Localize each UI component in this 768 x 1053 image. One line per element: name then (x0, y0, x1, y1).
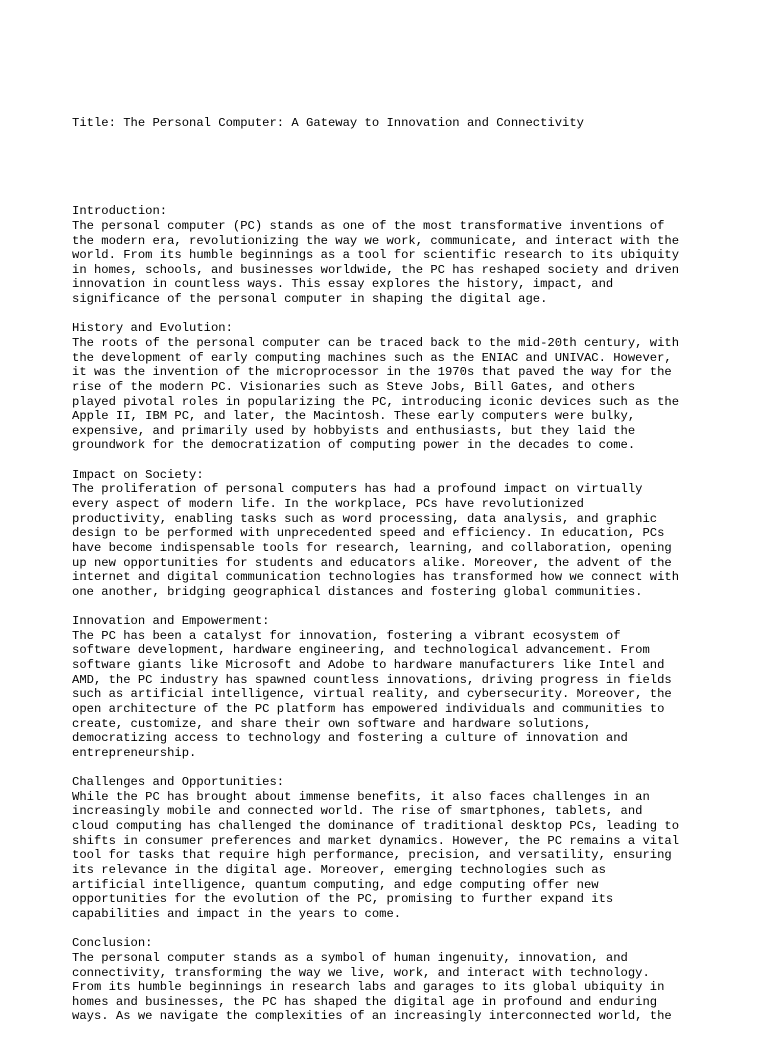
paragraph-line: AMD, the PC industry has spawned countless innovations, driving progress in fields (72, 672, 672, 687)
paragraph-line: connectivity, transforming the way we live, work, and interact with technology. (72, 965, 650, 980)
blank-line (72, 600, 732, 615)
paragraph-line: productivity, enabling tasks such as word processing, data analysis, and graphic (72, 511, 658, 526)
paragraph-line: The proliferation of personal computers has had a profound impact on virtually (72, 482, 643, 497)
section-heading: Impact on Society: (72, 467, 204, 482)
section-heading: Introduction: (72, 204, 168, 219)
paragraph-line: expensive, and primarily used by hobbyists and enthusiasts, but they laid the (72, 423, 636, 438)
document-title: Title: The Personal Computer: A Gateway to Innovation and Connectivity (72, 116, 584, 131)
paragraph-line: innovation in countless ways. This essay explores the history, impact, and (72, 277, 614, 292)
section (72, 468, 732, 614)
paragraph-line: it was the invention of the microprocessor in the 1970s that paved the way for the (72, 365, 672, 380)
section-heading: History and Evolution: (72, 321, 233, 336)
paragraph-line: The roots of the personal computer can be traced back to the mid-20th century, with (72, 335, 680, 350)
paragraph-line: homes and businesses, the PC has shaped the digital age in profound and enduring (72, 994, 658, 1009)
paragraph-line: capabilities and impact in the years to come. (72, 906, 402, 921)
paragraph-line: ways. As we navigate the complexities of an increasingly interconnected world, the (72, 1009, 672, 1024)
paragraph-line: software giants like Microsoft and Adobe to hardware manufacturers like Intel and (72, 658, 665, 673)
blank-line (72, 453, 732, 468)
section (72, 321, 732, 467)
paragraph-line: design to be performed with unprecedented speed and efficiency. In education, PCs (72, 526, 665, 541)
section-heading: Conclusion: (72, 936, 153, 951)
paragraph-line: internet and digital communication technologies has transformed how we connect with (72, 570, 680, 585)
paragraph-line: From its humble beginnings in research labs and garages to its global ubiquity in (72, 980, 665, 995)
paragraph-line: significance of the personal computer in shaping the digital age. (72, 292, 548, 307)
paragraph-line: have become indispensable tools for research, learning, and collaboration, opening (72, 540, 672, 555)
paragraph-line: in homes, schools, and businesses worldwide, the PC has reshaped society and driven (72, 262, 680, 277)
paragraph-line: up new opportunities for students and educators alike. Moreover, the advent of the (72, 555, 672, 570)
section (72, 775, 732, 936)
document-sections (72, 204, 732, 1024)
paragraph-line: democratizing access to technology and fostering a culture of innovation and (72, 731, 628, 746)
paragraph-line: The PC has been a catalyst for innovation, fostering a vibrant ecosystem of (72, 628, 621, 643)
paragraph-line: rise of the modern PC. Visionaries such as Steve Jobs, Bill Gates, and others (72, 379, 636, 394)
paragraph-line: opportunities for the evolution of the PC, promising to further expand its (72, 892, 614, 907)
paragraph-line: such as artificial intelligence, virtual reality, and cybersecurity. Moreover, the (72, 687, 672, 702)
paragraph-line: cloud computing has challenged the dominance of traditional desktop PCs, leading to (72, 819, 680, 834)
paragraph-line: its relevance in the digital age. Moreover, emerging technologies such as (72, 863, 606, 878)
paragraph-line: groundwork for the democratization of computing power in the decades to come. (72, 438, 636, 453)
paragraph-line: artificial intelligence, quantum computing, and edge computing offer new (72, 877, 599, 892)
section (72, 614, 732, 775)
paragraph-line: Apple II, IBM PC, and later, the Macintosh. These early computers were bulky, (72, 409, 636, 424)
paragraph-line: world. From its humble beginnings as a tool for scientific research to its ubiquity (72, 248, 680, 263)
paragraph-line: the modern era, revolutionizing the way we work, communicate, and interact with the (72, 233, 680, 248)
paragraph-line: The personal computer stands as a symbol of human ingenuity, innovation, and (72, 950, 628, 965)
section (72, 204, 732, 321)
section-heading: Innovation and Empowerment: (72, 614, 270, 629)
paragraph-line: one another, bridging geographical distances and fostering global communities. (72, 584, 643, 599)
blank-line (72, 761, 732, 776)
paragraph-line: tool for tasks that require high performance, precision, and versatility, ensuring (72, 848, 672, 863)
blank-line (72, 307, 732, 322)
paragraph-line: increasingly mobile and connected world. The rise of smartphones, tablets, and (72, 804, 643, 819)
paragraph-line: played pivotal roles in popularizing the PC, introducing iconic devices such as the (72, 394, 680, 409)
paragraph-line: While the PC has brought about immense benefits, it also faces challenges in an (72, 789, 650, 804)
section-heading: Challenges and Opportunities: (72, 775, 285, 790)
blank-line (72, 922, 732, 937)
paragraph-line: The personal computer (PC) stands as one of the most transformative inventions of (72, 218, 665, 233)
paragraph-line: software development, hardware engineering, and technological advancement. From (72, 643, 650, 658)
paragraph-line: the development of early computing machines such as the ENIAC and UNIVAC. However, (72, 350, 672, 365)
paragraph-line: create, customize, and share their own software and hardware solutions, (72, 716, 592, 731)
blank-line (72, 160, 732, 175)
paragraph-line: open architecture of the PC platform has empowered individuals and communities to (72, 702, 665, 716)
paragraph-line: shifts in consumer preferences and market dynamics. However, the PC remains a vital (72, 833, 680, 848)
paragraph-line: every aspect of modern life. In the workplace, PCs have revolutionized (72, 497, 584, 512)
paragraph-line: entrepreneurship. (72, 745, 197, 760)
document-body (72, 87, 732, 1053)
section (72, 936, 732, 1024)
